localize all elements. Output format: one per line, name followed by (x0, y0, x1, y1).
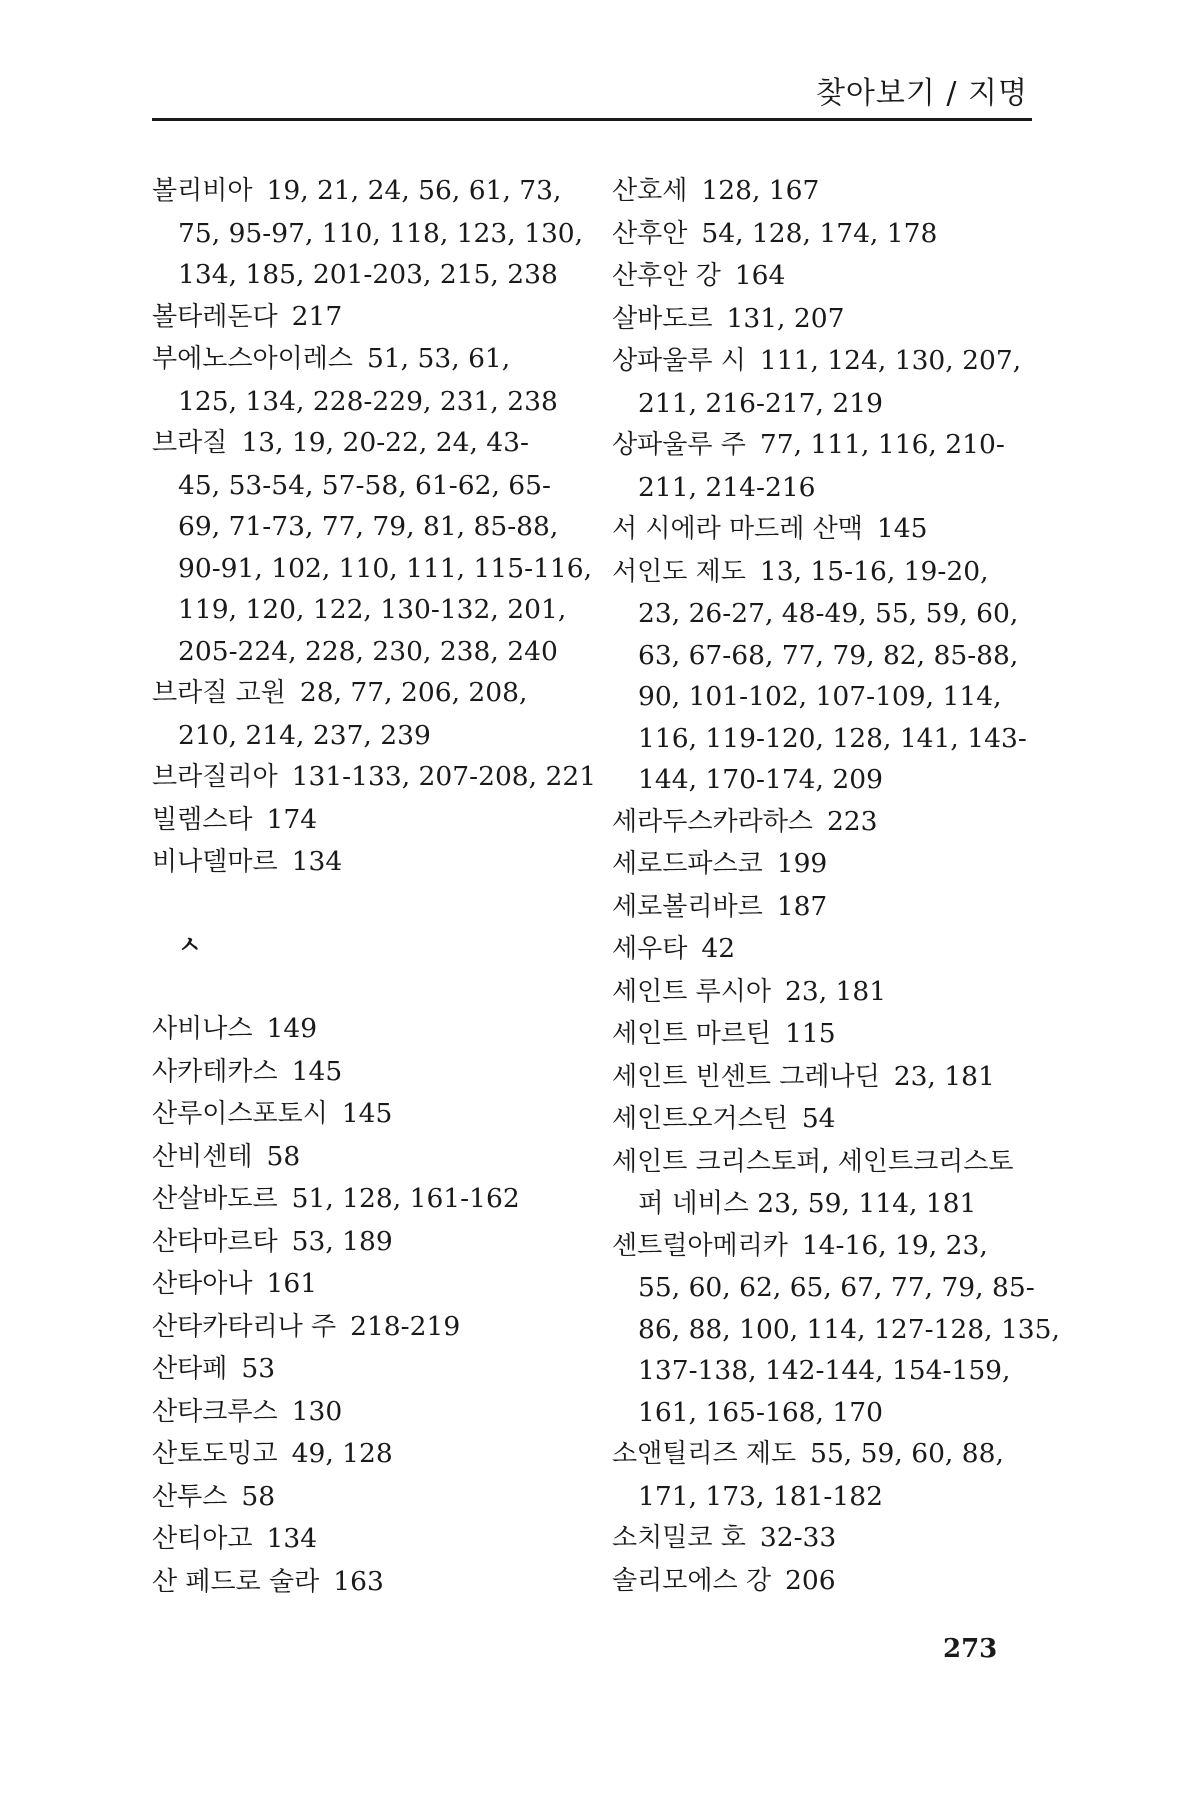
index-page-refs: 131-133, 207-208, 221 (291, 761, 597, 792)
index-term: 상파울루 주 (612, 430, 746, 460)
index-page-refs: 32-33 (759, 1522, 837, 1553)
index-continuation: 45, 53-54, 57-58, 61-62, 65- (178, 469, 551, 501)
section-heading: ㅅ (178, 931, 202, 959)
index-term: 빌렘스타 (152, 804, 253, 835)
index-term: 산투스 (152, 1481, 228, 1512)
index-term: 소앤틸리즈 제도 (612, 1439, 797, 1469)
index-term: 사비나스 (152, 1014, 253, 1044)
index-entry (612, 801, 1034, 844)
index-page-refs: 55, 59, 60, 88, (810, 1438, 1004, 1469)
index-page-refs: 53 (241, 1353, 276, 1384)
index-page-refs: 54 (801, 1103, 836, 1134)
index-entry (152, 1306, 572, 1349)
index-term: 살바도르 (612, 303, 713, 334)
page-header-title: 찾아보기 / 지명 (815, 76, 1028, 111)
index-term: 세인트오거스틴 (612, 1104, 788, 1134)
index-continuation: 205-224, 228, 230, 238, 240 (178, 635, 558, 667)
index-term: 산타크루스 (152, 1396, 278, 1427)
index-entry (152, 1476, 572, 1519)
index-page-refs: 134 (291, 846, 343, 877)
index-term: 사카테카스 (152, 1056, 278, 1087)
index-entry (612, 340, 1034, 383)
index-page-refs: 206 (784, 1564, 836, 1596)
index-term: 세라두스카라하스 (612, 806, 813, 837)
index-entry (152, 422, 572, 465)
index-continuation: 134, 185, 201-203, 215, 238 (178, 259, 558, 290)
index-entry (612, 1560, 1034, 1603)
index-entry (152, 1051, 572, 1094)
index-continuation: 55, 60, 62, 65, 67, 77, 79, 85- (638, 1272, 1035, 1303)
index-continuation: 69, 71-73, 77, 79, 81, 85-88, (178, 511, 559, 542)
index-term: 산토도밍고 (152, 1439, 278, 1469)
index-entry (612, 1141, 1034, 1184)
index-term: 브라질리아 (152, 762, 278, 792)
index-entry (612, 1098, 1034, 1141)
index-page-refs: 14-16, 19, 23, (801, 1229, 988, 1261)
index-page-refs: 163 (333, 1565, 384, 1597)
index-page-refs: 161 (266, 1268, 318, 1299)
index-entry (152, 1093, 572, 1136)
index-page-refs: 42 (701, 933, 736, 964)
index-continuation: 116, 119-120, 128, 141, 143- (638, 722, 1027, 754)
index-entry (612, 298, 1034, 341)
index-page-refs: 28, 77, 206, 208, (299, 677, 528, 708)
index-page-refs: 145 (291, 1055, 343, 1087)
index-page-refs: 49, 128 (291, 1438, 393, 1469)
index-continuation: 211, 216-217, 219 (638, 387, 883, 419)
index-term: 볼리비아 (152, 176, 253, 206)
index-page-refs: 218-219 (350, 1310, 461, 1342)
index-continuation: 144, 170-174, 209 (638, 764, 883, 795)
index-page-refs: 131, 207 (726, 302, 845, 334)
index-page-refs: 13, 15-16, 19-20, (759, 555, 989, 587)
index-page-refs: 13, 19, 20-22, 24, 43- (241, 427, 529, 458)
index-page-refs: 199 (776, 848, 828, 879)
index-entry (612, 255, 1034, 298)
index-term: 세인트 루시아 (612, 976, 771, 1007)
index-entry (152, 1008, 572, 1051)
index-page-refs: 134 (266, 1523, 318, 1554)
index-entry (612, 213, 1034, 256)
index-term: 산후안 강 (612, 261, 721, 291)
index-page-refs: 58 (266, 1140, 301, 1172)
index-continuation: 90, 101-102, 107-109, 114, (638, 681, 1002, 712)
index-term: 세인트 크리스토퍼, 세인트크리스토 (612, 1146, 1014, 1177)
index-entry (152, 756, 597, 799)
index-page-refs: 164 (734, 260, 786, 291)
index-entry (612, 1517, 1034, 1560)
index-term: 솔리모에스 강 (612, 1565, 771, 1596)
index-term: 세인트 빈센트 그레나딘 (612, 1061, 880, 1092)
index-page-refs: 23, 181 (893, 1060, 995, 1092)
index-entry (612, 424, 1034, 467)
index-term: 부에노스아이레스 (152, 344, 353, 374)
index-entry (152, 1433, 572, 1476)
index-term: 브라질 고원 (152, 678, 286, 708)
index-page-refs: 187 (776, 890, 828, 922)
index-entry (152, 841, 572, 884)
index-continuation: 63, 67-68, 77, 79, 82, 85-88, (638, 639, 1019, 671)
index-entry (152, 296, 572, 339)
index-continuation: 86, 88, 100, 114, 127-128, 135, (638, 1313, 1060, 1345)
index-term: 산살바도르 (152, 1184, 278, 1214)
index-entry (612, 843, 1034, 886)
index-page-refs: 145 (876, 513, 928, 544)
index-page-refs: 77, 111, 116, 210- (759, 429, 1005, 460)
index-term: 서인도 제도 (612, 556, 746, 587)
index-term: 소치밀코 호 (612, 1523, 746, 1553)
index-entry (152, 1391, 572, 1434)
index-continuation: 90-91, 102, 110, 111, 115-116, (178, 552, 593, 584)
index-entry (152, 1221, 572, 1264)
index-entry (152, 1178, 572, 1221)
index-page-refs: 174 (266, 803, 318, 835)
index-term: 볼타레돈다 (152, 301, 278, 332)
index-page-refs: 51, 128, 161-162 (291, 1183, 520, 1214)
index-term: 브라질 (152, 428, 228, 458)
index-entry (152, 1348, 572, 1391)
index-term: 산타카타리나 주 (152, 1311, 337, 1342)
index-continuation: 137-138, 142-144, 154-159, (638, 1355, 1011, 1386)
index-term: 산호세 (612, 176, 688, 206)
index-term: 산 페드로 술라 (152, 1566, 320, 1597)
index-term: 세인트 마르틴 (612, 1019, 771, 1049)
index-column-left (152, 170, 597, 1603)
index-entry (152, 1561, 572, 1604)
index-continuation: 125, 134, 228-229, 231, 238 (178, 385, 558, 417)
index-term: 센트럴아메리카 (612, 1230, 788, 1261)
index-continuation: 211, 214-216 (638, 471, 816, 503)
index-page-refs: 130 (291, 1395, 343, 1427)
page-number: 273 (943, 1634, 998, 1664)
index-continuation: 161, 165-168, 170 (638, 1396, 883, 1428)
index-page-refs: 145 (341, 1098, 393, 1129)
index-entry (612, 1013, 1034, 1056)
index-page-refs: 217 (291, 300, 343, 332)
index-continuation: 171, 173, 181-182 (638, 1480, 883, 1512)
index-term: 세로드파스코 (612, 849, 763, 879)
index-entry (152, 1136, 572, 1179)
index-entry (152, 672, 572, 715)
index-term: 산후안 (612, 218, 688, 249)
index-entry (612, 1225, 1034, 1268)
index-term: 산타페 (152, 1354, 228, 1384)
spacer (152, 884, 572, 926)
index-page-refs: 115 (784, 1018, 836, 1049)
index-term: 산루이스포토시 (152, 1099, 328, 1129)
index-continuation: 119, 120, 122, 130-132, 201, (178, 594, 567, 625)
index-term: 산타마르타 (152, 1226, 278, 1257)
index-continuation: 75, 95-97, 110, 118, 123, 130, (178, 217, 584, 249)
index-page-refs: 54, 128, 174, 178 (701, 217, 938, 249)
index-entry (612, 170, 1034, 213)
index-entry (612, 1056, 1034, 1099)
index-column-right (612, 170, 1060, 1602)
index-term: 세우타 (612, 934, 688, 964)
index-entry (612, 971, 1034, 1014)
spacer (152, 967, 572, 1009)
index-entry (152, 1518, 572, 1561)
header-rule (152, 118, 1032, 121)
index-entry (152, 1263, 572, 1306)
index-term: 산타아나 (152, 1269, 253, 1299)
index-continuation: 23, 26-27, 48-49, 55, 59, 60, (638, 598, 1019, 629)
index-page-refs: 23, 181 (784, 975, 887, 1007)
index-term: 서 시에라 마드레 산맥 (612, 514, 863, 544)
index-term: 상파울루 시 (612, 346, 746, 376)
index-entry (152, 338, 572, 381)
index-term: 산비센테 (152, 1141, 253, 1172)
index-page-refs: 128, 167 (701, 175, 820, 206)
index-continuation: 퍼 네비스 23, 59, 114, 181 (638, 1188, 977, 1219)
index-term: 비나델마르 (152, 847, 278, 877)
index-page-refs: 19, 21, 24, 56, 61, 73, (266, 175, 562, 206)
index-term: 세로볼리바르 (612, 891, 763, 922)
index-page-refs: 111, 124, 130, 207, (759, 345, 1022, 376)
index-page-refs: 223 (826, 805, 878, 837)
index-entry (612, 886, 1034, 929)
index-term: 산티아고 (152, 1524, 253, 1554)
index-page-refs: 58 (241, 1480, 276, 1512)
index-entry (152, 170, 572, 213)
index-entry (612, 551, 1034, 594)
index-page-refs: 53, 189 (291, 1225, 393, 1257)
index-entry (152, 799, 572, 842)
index-page-refs: 149 (266, 1013, 318, 1044)
index-entry (612, 928, 1034, 971)
index-continuation: 210, 214, 237, 239 (178, 719, 431, 751)
index-entry (612, 508, 1034, 551)
index-entry (612, 1433, 1034, 1476)
index-page-refs: 51, 53, 61, (366, 343, 511, 374)
